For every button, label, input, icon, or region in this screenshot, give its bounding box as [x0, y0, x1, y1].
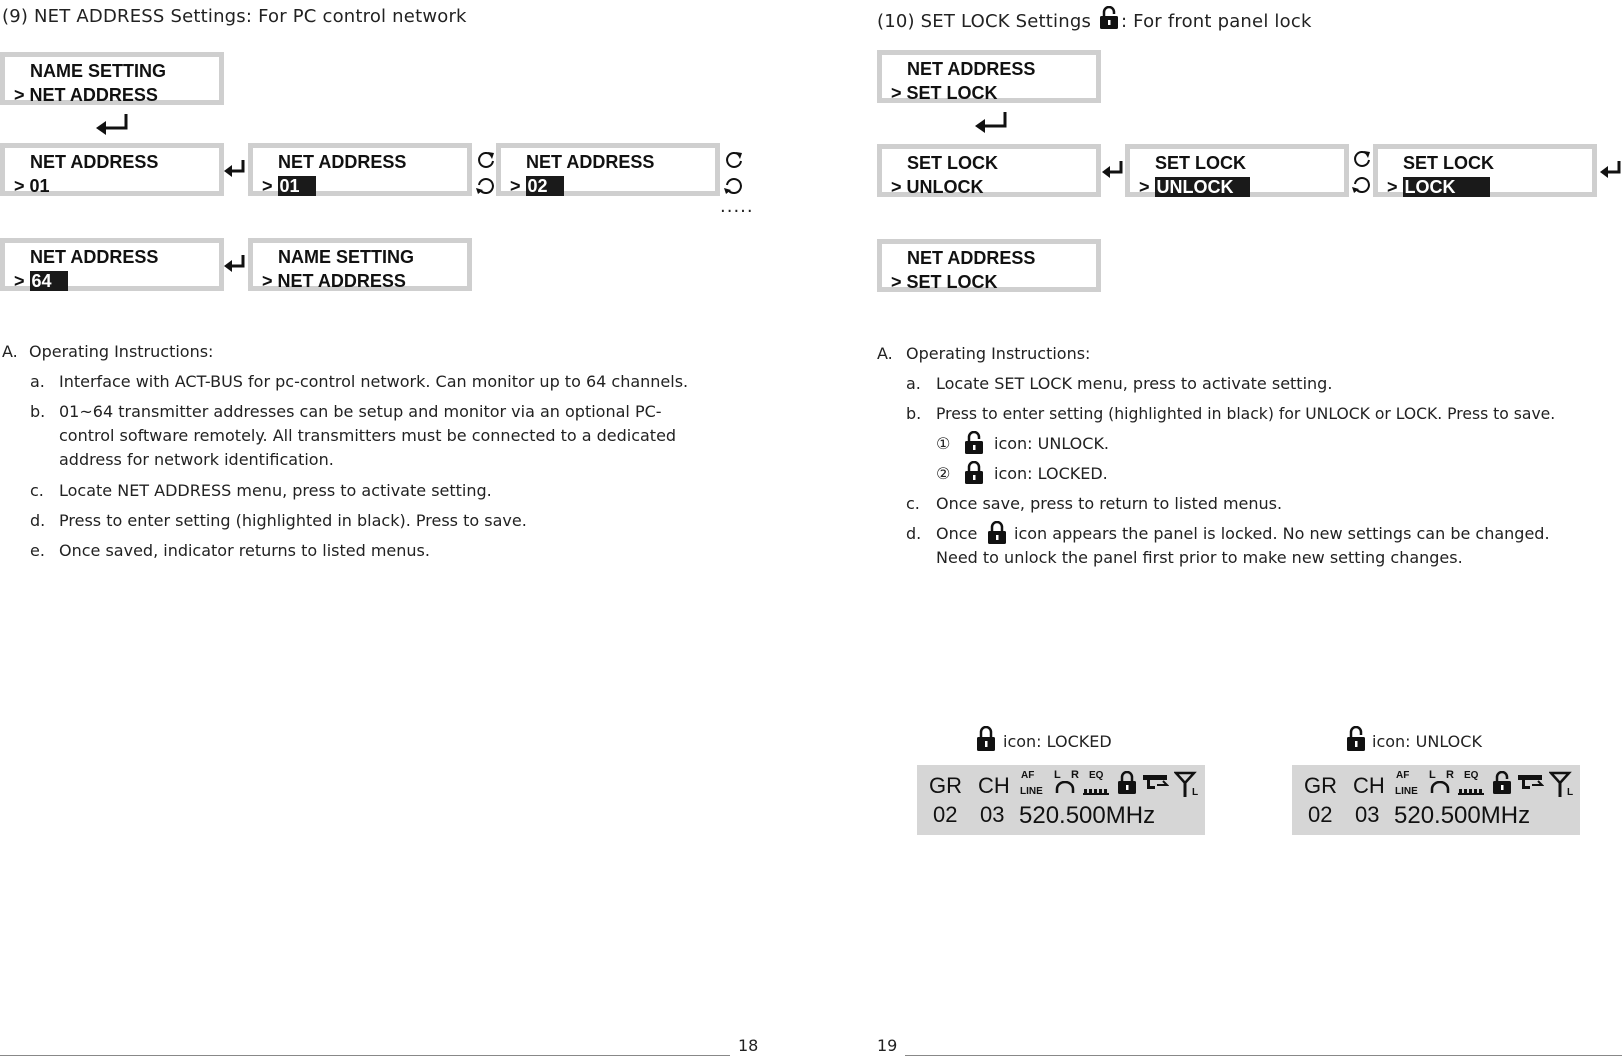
lcd-line1: NAME SETTING [278, 247, 415, 267]
r-label: R [1446, 769, 1454, 781]
item-text: icon appears the panel is locked. No new settings can be changed. [1014, 524, 1550, 543]
item-marker: b. [906, 404, 922, 423]
enter-icon [224, 255, 246, 273]
item-text: control software remotely. All transmitters must be connected to a dedicated [59, 426, 677, 445]
channel-value: 03 [1355, 802, 1380, 827]
lcd-name-setting [0, 52, 224, 105]
sub-text: icon: UNLOCK. [994, 434, 1110, 453]
lcd-setlock-lock [1373, 144, 1597, 197]
line-label: LINE [1395, 786, 1418, 797]
item-marker: a. [30, 372, 45, 391]
item-text: Press to enter setting (highlighted in black) for UNLOCK or LOCK. Press to save. [936, 405, 1556, 423]
sub-text: icon: LOCKED. [994, 464, 1108, 483]
lcd-line2: > 64 [14, 269, 68, 293]
l-label: L [1429, 769, 1436, 781]
left-heading: (9) NET ADDRESS Settings: For PC control network [2, 6, 467, 27]
page-number: 18 [738, 1036, 759, 1055]
lcd-net-address-02 [496, 143, 720, 196]
r-label: R [1071, 769, 1079, 781]
lcd-line1: NET ADDRESS [907, 59, 1036, 79]
lcd-line1: NET ADDRESS [526, 152, 655, 172]
lcd-line2: > NET ADDRESS [14, 85, 158, 105]
highlighted-value: 01 [278, 176, 316, 196]
status-display-locked [917, 765, 1205, 835]
item-marker: e. [30, 541, 45, 560]
l-label: L [1054, 769, 1061, 781]
item-text: Once [936, 524, 978, 543]
lcd-line2: > 01 [262, 174, 316, 198]
lock-icon [964, 461, 984, 485]
ch-label: CH [978, 773, 1010, 798]
item-marker: d. [30, 511, 46, 530]
section-marker: A. [2, 342, 18, 361]
lcd-line2: > NET ADDRESS [262, 271, 406, 291]
unlock-icon [1346, 726, 1366, 752]
lcd-line2: > 01 [14, 176, 50, 196]
battery-icon [1458, 787, 1486, 795]
highlighted-value: 02 [526, 176, 564, 196]
key-icon [1143, 773, 1169, 791]
right-heading: (10) SET LOCK Settings : For front panel lock [877, 6, 1312, 35]
enter-icon [96, 114, 130, 136]
ellipsis: ..... [720, 196, 754, 217]
battery-icon [1083, 787, 1111, 795]
item-text: 01~64 transmitter addresses can be setup and monitor via an optional PC- [59, 402, 662, 421]
item-text: Press to enter setting (highlighted in black). Press to save. [59, 511, 527, 530]
rotate-cw-icon [1352, 149, 1372, 169]
item-marker: d. [906, 524, 922, 543]
lcd-line2: > 02 [510, 174, 564, 198]
item-marker: a. [906, 374, 921, 393]
lcd-line2: > SET LOCK [891, 83, 998, 103]
sub-marker: ① [936, 434, 951, 453]
key-icon [1518, 773, 1544, 791]
unlock-icon [1099, 6, 1119, 35]
item-marker: c. [906, 494, 920, 513]
eq-label: EQ [1089, 770, 1104, 781]
frequency-value: 520.500MHz [1394, 802, 1531, 829]
lcd-line1: NET ADDRESS [907, 248, 1036, 268]
unlock-icon [964, 431, 984, 455]
section-title: Operating Instructions: [906, 344, 1091, 363]
unlock-icon [1493, 771, 1511, 795]
lcd-line2: > UNLOCK [1139, 175, 1250, 199]
highlighted-value: UNLOCK [1155, 177, 1250, 197]
antenna-label: L [1567, 787, 1574, 798]
lcd-line1: SET LOCK [1155, 153, 1247, 173]
page-number: 19 [877, 1036, 898, 1055]
item-text: Once saved, indicator returns to listed menus. [59, 541, 430, 560]
lcd-net-address-01 [0, 143, 224, 196]
lcd-line1: NET ADDRESS [30, 247, 159, 267]
af-label: AF [1396, 770, 1410, 781]
enter-icon [975, 112, 1009, 134]
group-value: 02 [933, 802, 958, 827]
enter-icon [1600, 161, 1622, 179]
af-label: AF [1021, 770, 1035, 781]
unlock-label: icon: UNLOCK [1372, 732, 1482, 751]
lcd-setlock-unlock [877, 144, 1101, 197]
enter-icon [224, 160, 246, 178]
rotate-ccw-icon [1352, 175, 1372, 195]
rotate-cw-icon [724, 150, 744, 170]
lcd-net-address-setlock [877, 50, 1101, 103]
headphone-icon [1429, 781, 1451, 795]
line-label: LINE [1020, 786, 1043, 797]
lcd-line1: NET ADDRESS [278, 152, 407, 172]
rotate-ccw-icon [476, 176, 496, 196]
rotate-ccw-icon [724, 176, 744, 196]
lcd-line2: > LOCK [1387, 175, 1490, 199]
rotate-cw-icon [476, 150, 496, 170]
lcd-net-address-01-selected [248, 143, 472, 196]
channel-value: 03 [980, 802, 1005, 827]
section-title: Operating Instructions: [29, 342, 214, 361]
item-text: Once save, press to return to listed menus. [936, 494, 1283, 513]
frequency-value: 520.500MHz [1019, 802, 1156, 829]
gr-label: GR [929, 773, 962, 798]
highlighted-value: 64 [30, 271, 68, 291]
enter-icon [1102, 161, 1124, 179]
lcd-line1: SET LOCK [907, 153, 999, 173]
lcd-line1: NET ADDRESS [30, 152, 159, 172]
lcd-net-address-setlock-return [877, 239, 1101, 292]
lock-icon [976, 726, 996, 752]
highlighted-value: LOCK [1403, 177, 1490, 197]
ch-label: CH [1353, 773, 1385, 798]
lock-icon [1118, 771, 1136, 795]
section-marker: A. [877, 344, 893, 363]
lcd-line2: > SET LOCK [891, 272, 998, 292]
item-marker: c. [30, 481, 44, 500]
locked-label: icon: LOCKED [1003, 732, 1112, 751]
item-text: Locate NET ADDRESS menu, press to activate setting. [59, 481, 492, 500]
item-text: address for network identification. [59, 450, 334, 469]
lcd-line1: NAME SETTING [30, 61, 167, 81]
gr-label: GR [1304, 773, 1337, 798]
lcd-name-setting-return [248, 238, 472, 291]
lock-icon [987, 521, 1007, 545]
headphone-icon [1054, 781, 1076, 795]
item-marker: b. [30, 402, 46, 421]
item-text: Interface with ACT-BUS for pc-control network. Can monitor up to 64 channels. [59, 372, 689, 391]
antenna-label: L [1192, 787, 1199, 798]
eq-label: EQ [1464, 770, 1479, 781]
lcd-setlock-unlock-selected [1125, 144, 1349, 197]
lcd-line1: SET LOCK [1403, 153, 1495, 173]
lcd-net-address-64 [0, 238, 224, 291]
sub-marker: ② [936, 464, 951, 483]
item-text: Locate SET LOCK menu, press to activate setting. [936, 374, 1333, 393]
item-text: Need to unlock the panel first prior to make new setting changes. [936, 548, 1463, 567]
status-display-unlocked [1292, 765, 1580, 835]
group-value: 02 [1308, 802, 1333, 827]
lcd-line2: > UNLOCK [891, 177, 984, 197]
